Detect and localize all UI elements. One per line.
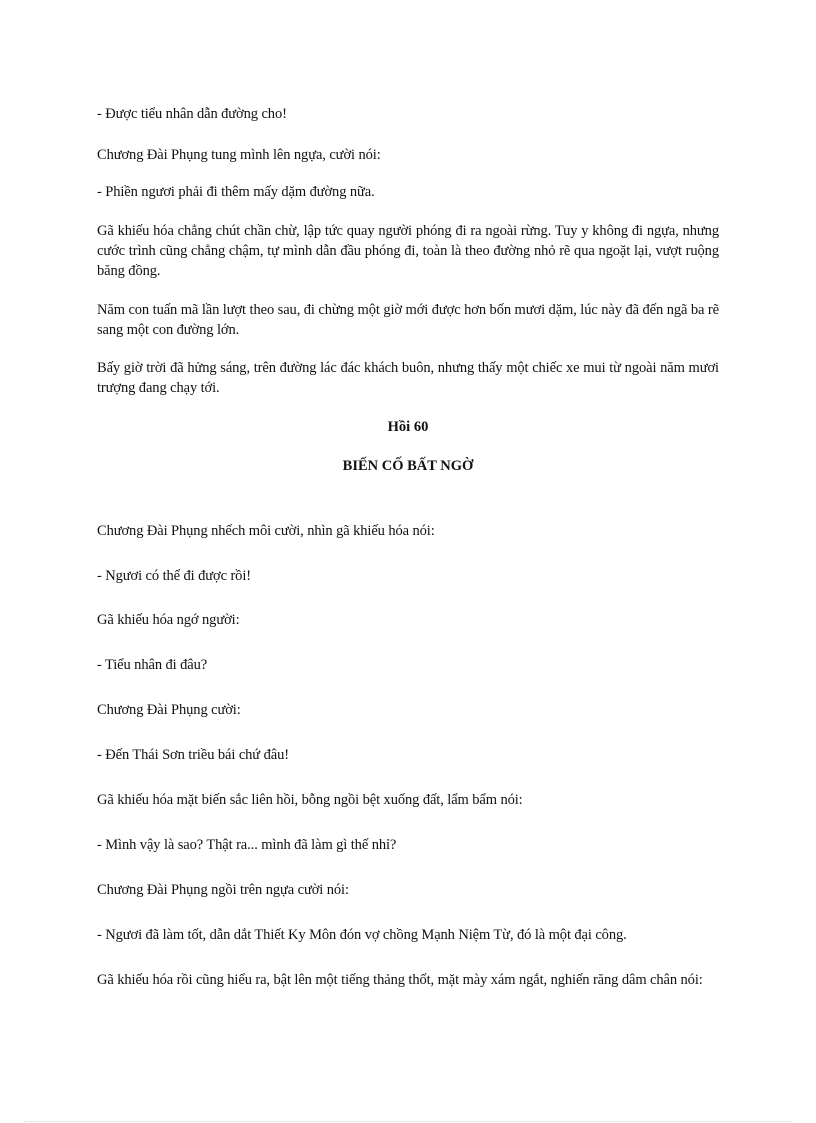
paragraph: - Ngươi có thể đi được rồi! — [97, 568, 251, 584]
paragraph: - Tiểu nhân đi đâu? — [97, 657, 208, 673]
paragraph: Gã khiếu hóa chẳng chút chần chừ, lập tức quay người phóng đi ra ngoài rừng. Tuy y không đi ngựa, nhưng cước trình cũng chẳng chậm, tự mình dẫn đầu phóng đi, toàn là theo đường nhỏ rẽ qua ngoặt lại, vượt ruộng băng đồng. — [97, 223, 719, 279]
paragraph: - Đến Thái Sơn triều bái chứ đâu! — [97, 747, 289, 763]
chapter-number: Hồi 60 — [387, 419, 429, 435]
paragraph: Chương Đài Phụng nhếch môi cười, nhìn gã khiếu hóa nói: — [97, 523, 435, 539]
paragraph: Chương Đài Phụng cười: — [97, 702, 241, 718]
paragraph: - Phiền ngươi phải đi thêm mấy dặm đường nữa. — [97, 184, 375, 200]
paragraph: Bấy giờ trời đã hửng sáng, trên đường lác đác khách buôn, nhưng thấy một chiếc xe mui từ ngoài năm mươi trượng đang chạy tới. — [97, 360, 719, 396]
paragraph: - Được tiểu nhân dẫn đường cho! — [97, 106, 287, 122]
paragraph: Gã khiếu hóa ngớ người: — [97, 612, 240, 628]
paragraph: Năm con tuấn mã lần lượt theo sau, đi chừng một giờ mới được hơn bốn mươi dặm, lúc này đã đến ngã ba rẽ sang một con đường lớn. — [97, 302, 719, 338]
chapter-title: BIẾN CỐ BẤT NGỜ — [342, 458, 474, 474]
paragraph: Chương Đài Phụng ngồi trên ngựa cười nói: — [97, 882, 349, 898]
paragraph: Gã khiếu hóa rồi cũng hiểu ra, bật lên một tiếng thảng thốt, mặt mày xám ngắt, nghiến răng dâm chân nói: — [97, 972, 703, 988]
paragraph: Chương Đài Phụng tung mình lên ngựa, cười nói: — [97, 147, 381, 163]
paragraph: - Ngươi đã làm tốt, dẫn dắt Thiết Ky Môn đón vợ chồng Mạnh Niệm Từ, đó là một đại công. — [97, 927, 627, 943]
page-bottom-divider — [24, 1121, 792, 1122]
paragraph: Gã khiếu hóa mặt biến sắc liên hồi, bỗng ngồi bệt xuống đất, lẩm bẩm nói: — [97, 792, 523, 808]
paragraph: - Mình vậy là sao? Thật ra... mình đã làm gì thế nhỉ? — [97, 837, 397, 853]
